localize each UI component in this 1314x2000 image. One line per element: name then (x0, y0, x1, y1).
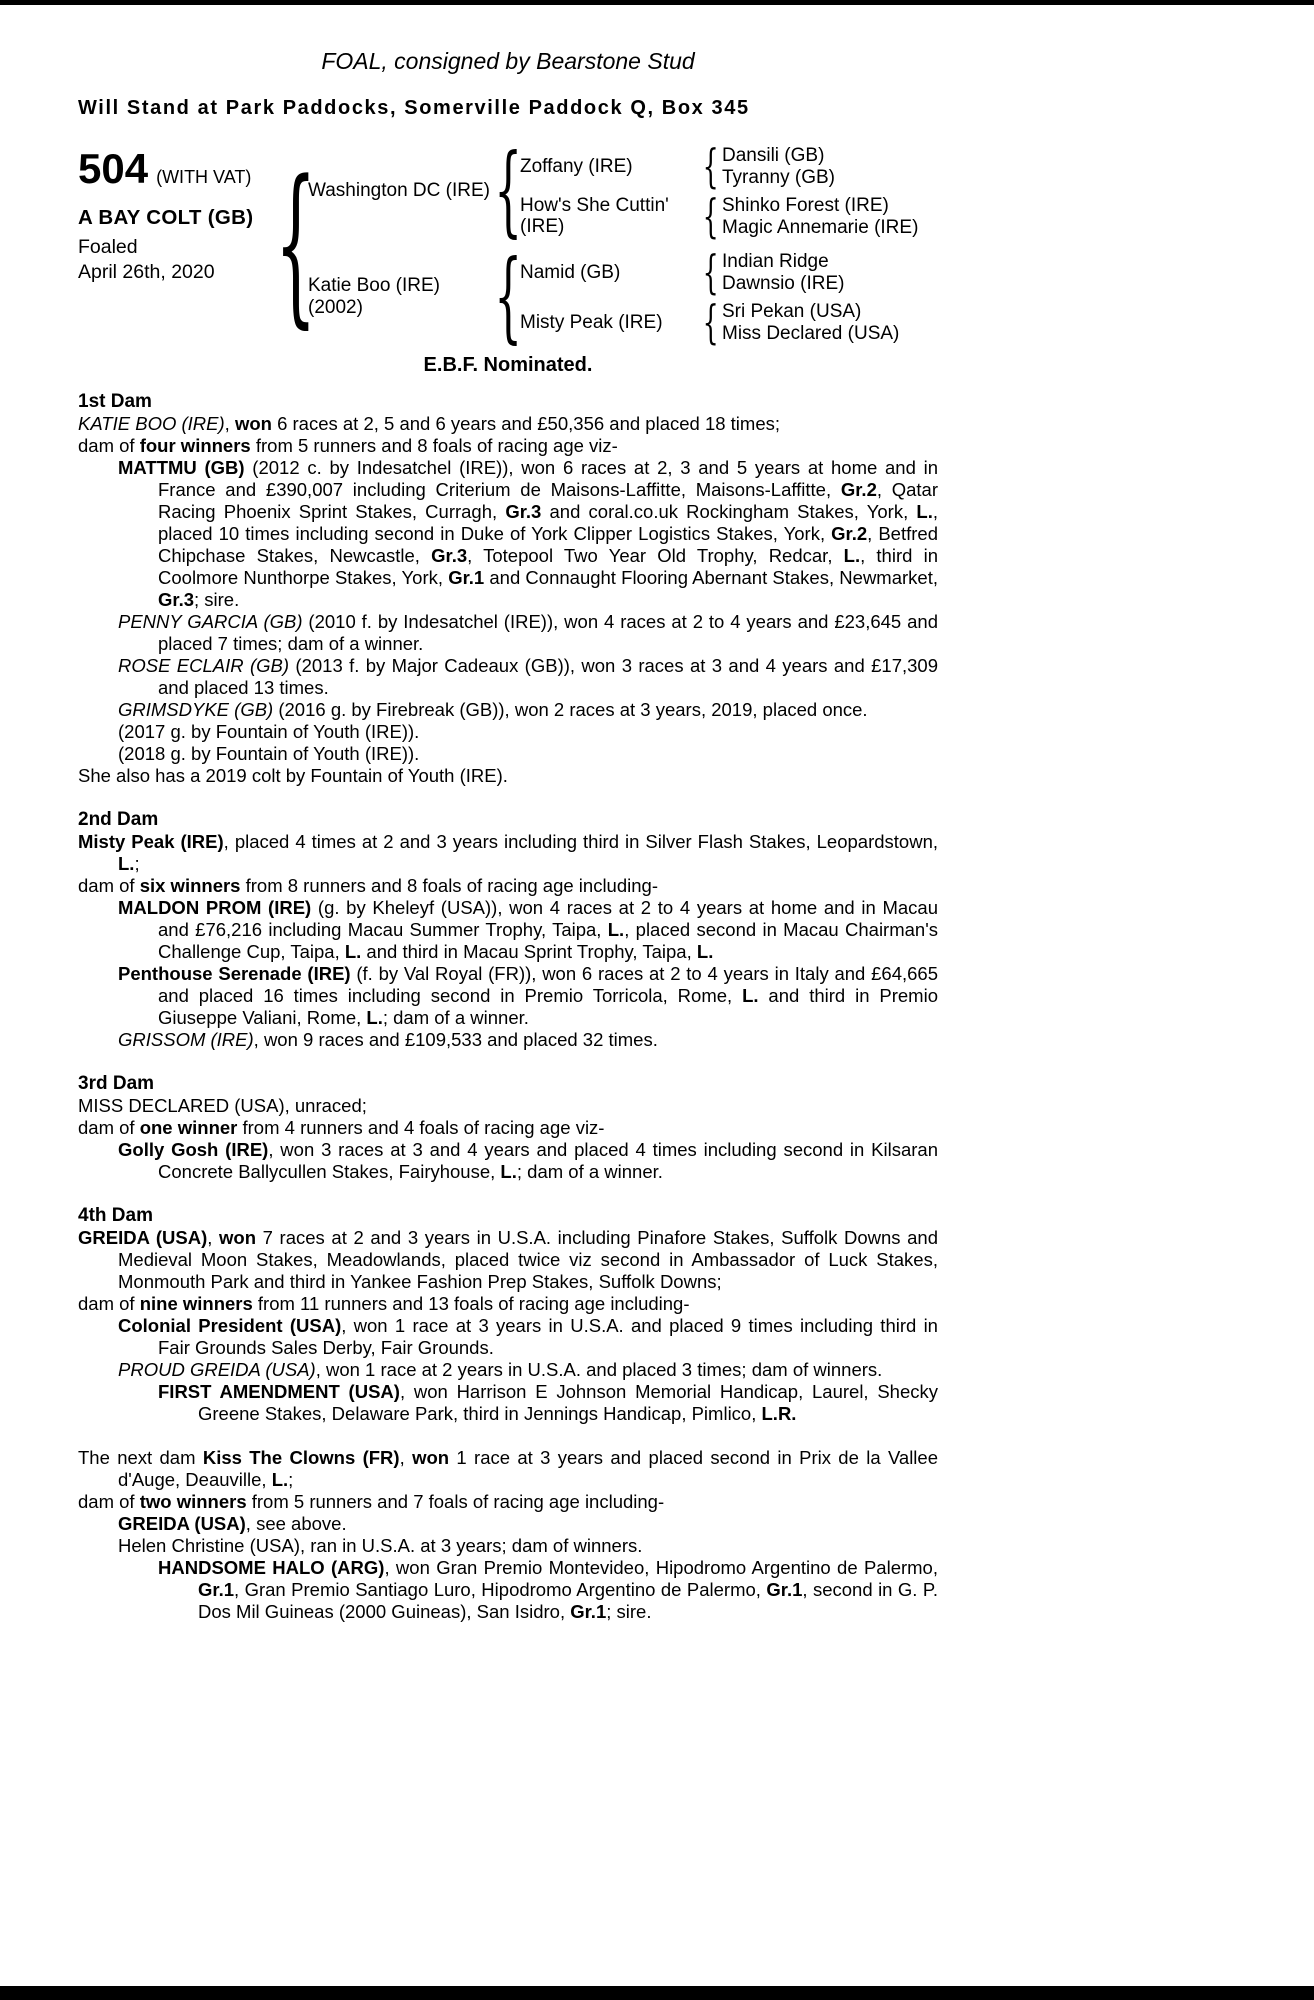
sire-name: Washington DC (IRE) (308, 180, 490, 201)
lot-number: 504 (78, 145, 149, 192)
text-segment: Gr.3 (431, 545, 468, 566)
dam-sire-name: Namid (GB) (520, 261, 621, 283)
text-segment: ; dam of a winner. (516, 1161, 663, 1182)
catalog-paragraph (78, 435, 938, 457)
text-segment: 6 races at 2, 5 and 6 years and £50,356 and placed 18 times; (271, 413, 781, 434)
text-segment: six winners (139, 875, 241, 896)
text-segment: GRIMSDYKE (GB) (118, 699, 274, 720)
catalog-paragraph (78, 1227, 938, 1293)
text-segment: and third in Premio Giuseppe Valiani, Rome, (158, 985, 938, 1028)
catalog-paragraph (78, 831, 938, 875)
text-segment: Gr.2 (840, 479, 877, 500)
text-segment: L. (607, 919, 625, 940)
text-segment: from 4 runners and 4 foals of racing age viz- (237, 1117, 605, 1138)
sire-group (308, 142, 948, 240)
text-segment: Golly Gosh (IRE) (118, 1139, 269, 1160)
text-segment: FIRST AMENDMENT (USA) (158, 1381, 400, 1402)
text-segment: (2013 f. by Major Cadeaux (GB)), won 3 races at 3 and 4 years and £17,309 and placed 13 times. (158, 655, 938, 698)
dam-group (308, 248, 948, 346)
text-segment: won (234, 413, 272, 434)
text-segment: Misty Peak (IRE) (78, 831, 224, 852)
text-segment: L. (742, 985, 759, 1006)
text-segment: KATIE BOO (IRE) (78, 413, 225, 434)
great-grandparent-name: Dawnsio (IRE) (722, 272, 845, 294)
text-segment: from 8 runners and 8 foals of racing age including- (240, 875, 658, 896)
text-segment: MISS DECLARED (USA), unraced; (78, 1095, 367, 1116)
pedigree-block (78, 142, 938, 346)
text-segment: from 5 runners and 8 foals of racing age viz- (250, 435, 618, 456)
catalog-paragraph (78, 963, 938, 1029)
text-segment: one winner (139, 1117, 238, 1138)
text-segment: , Betfred Chipchase Stakes, Newcastle, (158, 523, 938, 566)
dam-name-cell (308, 275, 496, 319)
text-segment: The next dam (78, 1447, 203, 1468)
text-segment: , won 1 race at 2 years in U.S.A. and placed 3 times; dam of winners. (315, 1359, 883, 1380)
sire-sire-parents (722, 145, 948, 188)
sire-dam-parents (722, 195, 948, 238)
dam-sire-parents (722, 251, 948, 294)
catalog-paragraph (78, 1029, 938, 1051)
dam-section (78, 1447, 938, 1623)
text-segment: nine winners (139, 1293, 253, 1314)
catalog-paragraph (78, 875, 938, 897)
brace-icon (703, 143, 719, 189)
text-segment: dam of (78, 1491, 140, 1512)
text-segment: Gr.1 (448, 567, 485, 588)
brace-icon (703, 249, 719, 295)
text-segment: GREIDA (USA) (78, 1227, 208, 1248)
text-segment: ; sire. (606, 1601, 652, 1622)
great-grandparent-name: Miss Declared (USA) (722, 322, 900, 344)
pedigree-tree (284, 142, 948, 346)
text-segment: L. (344, 941, 362, 962)
catalog-paragraph (78, 1447, 938, 1491)
sire-name-cell (308, 180, 496, 202)
text-segment: (f. by Val Royal (FR)), won 6 races at 2 to 4 years in Italy and £64,665 and placed 16 times including second in Premio Torricola, Rome, (158, 963, 938, 1006)
text-segment: Gr.1 (198, 1579, 234, 1600)
dam-section (78, 1205, 938, 1425)
text-segment: L. (916, 501, 933, 522)
text-segment: L.R. (761, 1403, 797, 1424)
lot-block (78, 142, 284, 284)
dam-dam-group (520, 299, 948, 345)
text-segment: 1 race at 3 years and placed second in Prix de la Vallee d'Auge, Deauville, (118, 1447, 938, 1490)
dam-section (78, 391, 938, 787)
text-segment: , Totepool Two Year Old Trophy, Redcar, (467, 545, 844, 566)
great-grandparent-name: Shinko Forest (IRE) (722, 194, 889, 216)
text-segment: Penthouse Serenade (IRE) (118, 963, 351, 984)
text-segment: She also has a 2019 colt by Fountain of Youth (IRE). (78, 765, 508, 786)
dam-detail: (2002) (308, 297, 363, 318)
catalog-paragraph (78, 1491, 938, 1513)
text-segment: HANDSOME HALO (ARG) (158, 1557, 385, 1578)
text-segment: , placed 10 times including second in Duke of York Clipper Logistics Stakes, York, (158, 501, 938, 544)
lot-number-line (78, 145, 284, 192)
text-segment: , Gran Premio Santiago Luro, Hipodromo Argentino de Palermo, (234, 1579, 767, 1600)
text-segment: PENNY GARCIA (GB) (118, 611, 303, 632)
lot-description: A BAY COLT (GB) (78, 206, 254, 229)
catalog-paragraph (78, 743, 938, 765)
text-segment: and coral.co.uk Rockingham Stakes, York, (541, 501, 917, 522)
text-segment: (2017 g. by Fountain of Youth (IRE)). (118, 721, 420, 742)
catalog-paragraph (78, 1139, 938, 1183)
text-segment: dam of (78, 875, 140, 896)
catalog-paragraph (78, 721, 938, 743)
text-segment: ROSE ECLAIR (GB) (118, 655, 290, 676)
text-segment: L. (696, 941, 714, 962)
great-grandparent-name: Tyranny (GB) (722, 166, 835, 188)
dam-dam-parents (722, 301, 948, 344)
text-segment: ; (288, 1469, 294, 1490)
catalog-paragraph (78, 699, 938, 721)
text-segment: , won Gran Premio Montevideo, Hipodromo Argentino de Palermo, (384, 1557, 938, 1578)
text-segment: and Connaught Flooring Abernant Stakes, Newmarket, (484, 567, 938, 588)
sire-sire-group (520, 143, 948, 189)
stand-location-line: Will Stand at Park Paddocks, Somerville Paddock Q, Box 345 (78, 97, 750, 119)
text-segment: and third in Macau Sprint Trophy, Taipa, (361, 941, 697, 962)
catalog-paragraph (78, 1117, 938, 1139)
vat-note: (WITH VAT) (156, 167, 252, 187)
text-segment: (2010 f. by Indesatchel (IRE)), won 4 races at 2 to 4 years and £23,645 and placed 7 times; dam of a winner. (158, 611, 938, 654)
text-segment: MALDON PROM (IRE) (118, 897, 312, 918)
dam-name: Katie Boo (IRE) (308, 275, 440, 296)
text-segment: from 5 runners and 7 foals of racing age including- (246, 1491, 665, 1512)
text-segment: Colonial President (USA) (118, 1315, 342, 1336)
section-heading: 1st Dam (78, 391, 152, 412)
page-content (78, 48, 938, 1623)
dam-section (78, 809, 938, 1051)
catalog-paragraph (78, 1359, 938, 1381)
catalog-paragraph (78, 457, 938, 611)
great-grandparent-name: Magic Annemarie (IRE) (722, 216, 919, 238)
text-segment: dam of (78, 1117, 140, 1138)
text-segment: ; (134, 853, 140, 874)
text-segment: Gr.1 (766, 1579, 803, 1600)
sire-grandparents (520, 143, 948, 239)
text-segment: , third in Coolmore Nunthorpe Stakes, York, (158, 545, 938, 588)
text-segment: (g. by Kheleyf (USA)), won 4 races at 2 to 4 years at home and in Macau and £76,216 including Macau Summer Trophy, Taipa, (158, 897, 938, 940)
text-segment: L. (366, 1007, 383, 1028)
sire-sire-name: Zoffany (IRE) (520, 155, 633, 177)
text-segment: (2012 c. by Indesatchel (IRE)), won 6 races at 2, 3 and 5 years at home and in France and £390,007 including Criterium de Maisons-Laffitte, Maisons-Laffitte, (158, 457, 938, 500)
text-segment: , won 3 races at 3 and 4 years and placed 4 times including second in Kilsaran Concrete Ballycullen Stakes, Fairyhouse, (158, 1139, 938, 1182)
section-heading: 3rd Dam (78, 1073, 155, 1094)
great-grandparent-name: Sri Pekan (USA) (722, 300, 862, 322)
text-segment: MATTMU (GB) (118, 457, 245, 478)
catalog-paragraph (78, 1513, 938, 1535)
catalog-paragraph (78, 1557, 938, 1623)
consignment-title: FOAL, consigned by Bearstone Stud (321, 48, 695, 74)
text-segment: dam of (78, 435, 140, 456)
great-grandparent-name: Indian Ridge (722, 250, 829, 272)
text-segment: four winners (139, 435, 251, 456)
great-grandparent-name: Dansili (GB) (722, 144, 825, 166)
sire-dam-group (520, 193, 948, 239)
text-segment: , (399, 1447, 413, 1468)
catalog-paragraph (78, 1315, 938, 1359)
text-segment: , (207, 1227, 220, 1248)
catalog-paragraph (78, 1381, 938, 1425)
pedigree-parents (308, 142, 948, 346)
text-segment: L. (843, 545, 861, 566)
catalog-paragraph (78, 413, 938, 435)
brace-icon (703, 193, 719, 239)
text-segment: , see above. (245, 1513, 347, 1534)
text-segment: Gr.3 (158, 589, 194, 610)
catalog-paragraph (78, 1293, 938, 1315)
page-top-border (0, 0, 1314, 5)
foaled-date: April 26th, 2020 (78, 261, 215, 283)
text-segment: , second in G. P. Dos Mil Guineas (2000 Guineas), San Isidro, (198, 1579, 938, 1622)
text-segment: from 11 runners and 13 foals of racing age including- (252, 1293, 690, 1314)
dam-dam-name: Misty Peak (IRE) (520, 311, 663, 333)
text-segment: GREIDA (USA) (118, 1513, 246, 1534)
section-heading: 2nd Dam (78, 809, 159, 830)
catalog-paragraph (78, 611, 938, 655)
catalog-paragraph (78, 1535, 938, 1557)
text-segment: , won Harrison E Johnson Memorial Handicap, Laurel, Shecky Greene Stakes, Delaware Park, third in Jennings Handicap, Pimlico, (198, 1381, 939, 1424)
brace-icon (499, 142, 517, 240)
text-segment: , placed 4 times at 2 and 3 years including third in Silver Flash Stakes, Leopardstown, (223, 831, 938, 852)
text-segment: Gr.1 (570, 1601, 607, 1622)
page-bottom-border (0, 1986, 1314, 2000)
text-segment: won (219, 1227, 257, 1248)
text-segment: Helen Christine (USA), ran in U.S.A. at 3 years; dam of winners. (118, 1535, 643, 1556)
text-segment: (2016 g. by Firebreak (GB)), won 2 races at 3 years, 2019, placed once. (273, 699, 868, 720)
text-segment: two winners (139, 1491, 247, 1512)
dam-grandparents (520, 249, 948, 345)
section-heading: 4th Dam (78, 1205, 153, 1226)
foaled-label: Foaled (78, 236, 138, 258)
catalog-paragraph (78, 897, 938, 963)
dam-sire-group (520, 249, 948, 295)
text-segment: L. (118, 853, 135, 874)
ebf-nominated-line: E.B.F. Nominated. (423, 354, 593, 376)
text-segment: , (224, 413, 235, 434)
text-segment: PROUD GREIDA (USA) (118, 1359, 316, 1380)
dam-sections (78, 391, 938, 1623)
sire-dam-name: How's She Cuttin' (IRE) (520, 195, 669, 237)
text-segment: ; sire. (194, 589, 240, 610)
text-segment: , won 9 races and £109,533 and placed 32 times. (253, 1029, 658, 1050)
brace-icon (703, 299, 719, 345)
text-segment: Kiss The Clowns (FR) (202, 1447, 400, 1468)
brace-icon (286, 158, 306, 330)
catalog-paragraph (78, 765, 938, 787)
text-segment: L. (500, 1161, 517, 1182)
text-segment: , placed second in Macau Chairman's Challenge Cup, Taipa, (158, 919, 938, 962)
text-segment: Gr.3 (505, 501, 542, 522)
text-segment: ; dam of a winner. (382, 1007, 529, 1028)
catalog-paragraph (78, 1095, 938, 1117)
text-segment: (2018 g. by Fountain of Youth (IRE)). (118, 743, 420, 764)
text-segment: GRISSOM (IRE) (118, 1029, 254, 1050)
text-segment: won (412, 1447, 450, 1468)
dam-section (78, 1073, 938, 1183)
text-segment: , won 1 race at 3 years in U.S.A. and placed 9 times including third in Fair Grounds Sales Derby, Fair Grounds. (158, 1315, 938, 1358)
text-segment: Gr.2 (831, 523, 868, 544)
text-segment: L. (271, 1469, 289, 1490)
text-segment: , Qatar Racing Phoenix Sprint Stakes, Curragh, (158, 479, 938, 522)
brace-icon (499, 248, 517, 346)
text-segment: dam of (78, 1293, 140, 1314)
text-segment: 7 races at 2 and 3 years in U.S.A. including Pinafore Stakes, Suffolk Downs and Medieval Moon Stakes, Meadowlands, placed twice viz second in Ambassador of Luck Stakes, Monmouth Park and third in Yankee Fashion Prep Stakes, Suffolk Downs; (118, 1227, 939, 1292)
catalog-paragraph (78, 655, 938, 699)
